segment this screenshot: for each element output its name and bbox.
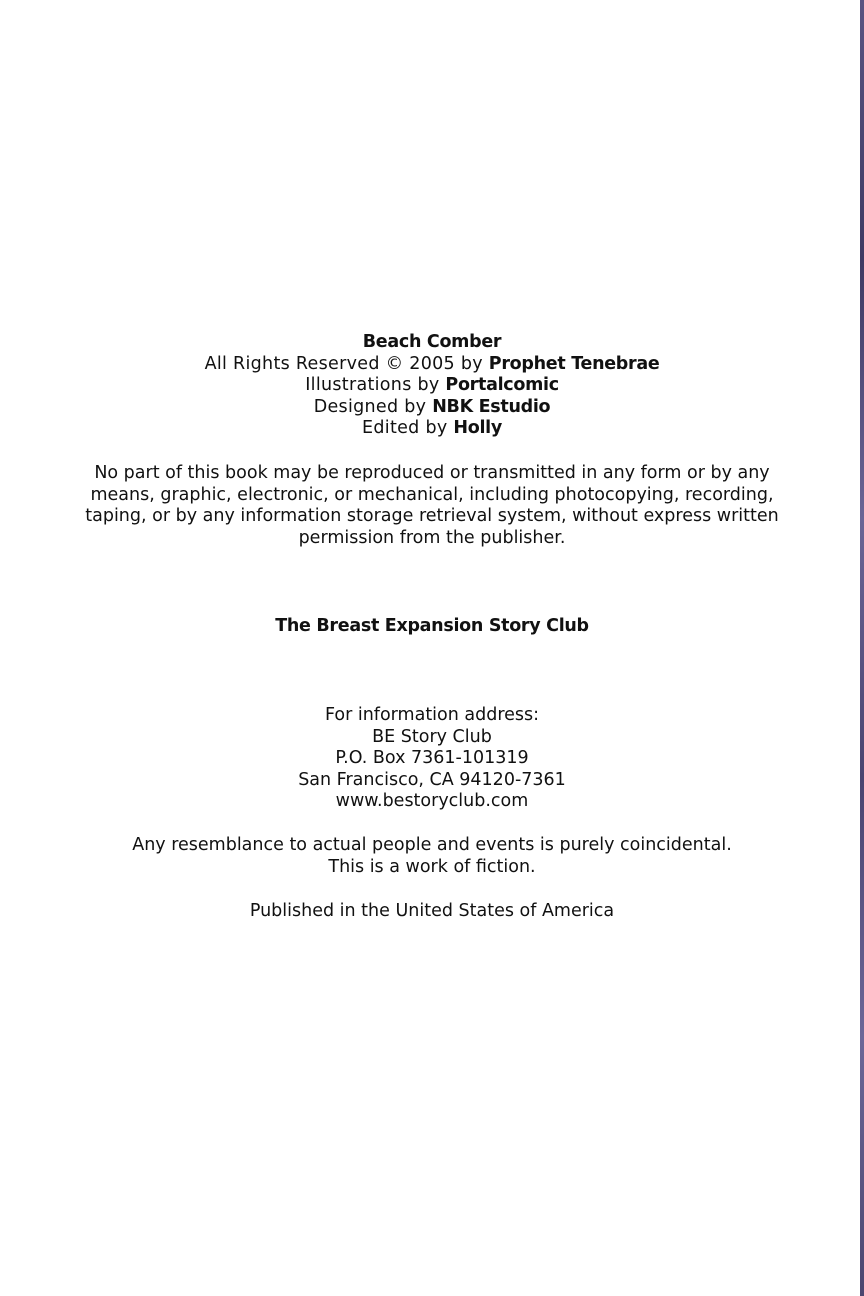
- address-line: P.O. Box 7361-101319: [335, 748, 529, 768]
- rights-prefix: All Rights Reserved © 2005 by: [204, 353, 489, 374]
- publisher-block: [0, 616, 864, 638]
- edited-line: [0, 418, 864, 440]
- website-line: www.bestoryclub.com: [335, 791, 529, 811]
- disclaimer-line: This is a work of fiction.: [328, 856, 536, 877]
- address-block: [0, 705, 864, 813]
- address-line: BE Story Club: [372, 726, 492, 747]
- page-edge-strip: [860, 0, 864, 1296]
- legal-line: taping, or by any information storage retrieval system, without express written: [85, 506, 779, 526]
- illustrations-prefix: Illustrations by: [305, 375, 446, 395]
- legal-line: No part of this book may be reproduced or transmitted in any form or by any: [94, 463, 770, 483]
- designer-name: NBK Estudio: [432, 396, 551, 417]
- address-heading: For information address:: [324, 705, 540, 725]
- edited-prefix: Edited by: [362, 418, 454, 438]
- designed-line: [0, 397, 864, 419]
- designed-prefix: Designed by: [313, 396, 433, 417]
- book-title: Beach Comber: [362, 332, 502, 352]
- illustrations-line: [0, 375, 864, 397]
- disclaimer-block: [0, 835, 864, 878]
- disclaimer-line: Any resemblance to actual people and events is purely coincidental.: [132, 835, 732, 855]
- rights-line: [0, 354, 864, 376]
- published-block: [0, 901, 864, 923]
- address-line: San Francisco, CA 94120-7361: [298, 769, 566, 790]
- published-line: Published in the United States of America: [249, 901, 615, 921]
- illustrator-name: Portalcomic: [445, 375, 559, 395]
- editor-name: Holly: [453, 418, 502, 438]
- credits-block: [0, 332, 864, 440]
- author-name: Prophet Tenebrae: [488, 353, 660, 374]
- legal-line: permission from the publisher.: [298, 527, 566, 548]
- publisher-name: The Breast Expansion Story Club: [275, 616, 589, 636]
- legal-notice: [0, 463, 864, 549]
- legal-line: means, graphic, electronic, or mechanical, including photocopying, recording,: [90, 484, 774, 505]
